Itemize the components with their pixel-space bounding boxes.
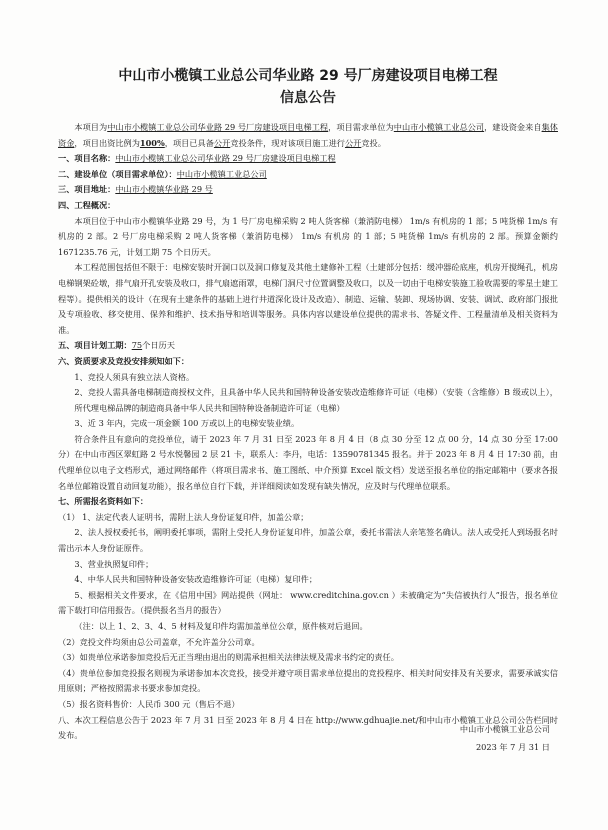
section-4-overview: 本项目位于中山市小榄镇华业路 29 号，为 1 号厂房电梯采购 2 吨人货客梯（兼消防电梯） 1m/s 有机房的 1 部；5 吨货梯 1m/s 有机房的 2 部。2 号厂房电梯采购 2 吨人货客梯（兼消防电梯） 1m/s 有机房 的 1 部；5 吨货梯 1m/s 有机房的 2 部。预算金额约 1671235.76 元，计划工期 75 个日历天。 bbox=[58, 215, 558, 257]
materials-item-3: 3、营业执照复印件； bbox=[74, 558, 154, 569]
section-1: 一、项目名称：中山市小榄镇工业总公司华业路 29 号厂房建设项目电梯工程 bbox=[58, 153, 336, 164]
qualification-item: 1、竞投人须具有独立法人资格。 bbox=[74, 371, 195, 382]
intro-paragraph: 本项目为中山市小榄镇工业总公司华业路 29 号厂房建设项目电梯工程，项目需求单位为中山市小榄镇工业总公司，建设资金来自集体资金，项目出资比例为100%，项目已具备公开竞投条件，现对该项目施工进行公开竞投。 bbox=[58, 122, 558, 148]
section-7-heading: 七、所需报名资料如下： bbox=[58, 496, 149, 507]
materials-rule-5: （5）报名资料售价：人民币 300 元（售后不退） bbox=[58, 698, 240, 709]
section-3: 三、项目地址：中山市小榄镇华业路 29 号 bbox=[58, 184, 213, 195]
section-2: 二、建设单位（项目需求单位）：中山市小榄镇工业总公司 bbox=[58, 168, 267, 179]
doc-title-line2: 信息公告 bbox=[280, 90, 336, 106]
materials-rule-3: （3）如贵单位承诺参加竞投后无正当理由退出的则需承担相关法律法规及需求书约定的责任。 bbox=[58, 652, 399, 663]
materials-rule-4: （4）贵单位参加竞投报名则视为承诺参加本次竞投，接受并遵守项目需求单位提出的竞投程序、相关时间安排及有关要求，需要承诚实信用原则；严格按照需求书要求参加竞投。 bbox=[58, 667, 558, 694]
registration-paragraph: 符合条件且有意向的竞投单位，请于 2023 年 7 月 31 日至 2023 年 8 月 4 日（8 点 30 分至 12 点 00 分，14 点 30 分至 17:00 分）在中山市西区翠虹路 2 号水悦馨园 2 层 21 卡，联系人：李丹，电话：13590781345 报名。并于 2023 年 8 月 4 日 17:30 前，由代理单位以电子文档形式，通过网络邮件（将项目需求书、施工图纸、中介预算 Excel 版文档）发送至报名单位的指定邮箱中（要求各报名单位邮箱设置自动回复功能），报名单位自行下载，并详细阅读如发现有缺失情况，应及时与代理单位联系。 bbox=[58, 433, 558, 491]
qualification-item: 3、近 3 年内，完成一项金额 100 万或以上的电梯安装业绩。 bbox=[74, 418, 300, 429]
materials-item-5: 5、根据相关文件要求，在《信用中国》网站提供（网址： www.creditchina.gov.cn ）未被确定为“失信被执行人”报告，报名单位需下载打印信用报告。（提供报名当月的报告） bbox=[58, 589, 558, 616]
materials-rule-2: （2）竞投文件均须由总公司盖章，不允许盖分公司章。 bbox=[58, 636, 260, 647]
section-6-heading: 六、资质要求及竞投安排须知如下： bbox=[58, 355, 190, 366]
materials-item-4: 4、中华人民共和国特种设备安装改造维修许可证（电梯）复印件； bbox=[74, 574, 318, 585]
signature-org: 中山市小榄镇工业总公司 bbox=[459, 724, 550, 734]
signature-date: 2023 年 7 月 31 日 bbox=[475, 742, 550, 752]
section-4-heading: 四、工程概况： bbox=[58, 199, 116, 210]
doc-title-line1: 中山市小榄镇工业总公司华业路 29 号厂房建设项目电梯工程 bbox=[118, 68, 498, 84]
section-8: 八、本次工程信息公告于 2023 年 7 月 31 日至 2023 年 8 月 4 日在 http://www.gdhuajie.net/和中山市小榄镇工业总公司公告栏同时发布。 bbox=[58, 714, 558, 741]
section-4-scope: 本工程范围包括但不限于：电梯安装时开洞口以及洞口修复及其他土建修补工程（土建部分包括：缓冲器砼底座，机房开搅绳孔，机房电梯钢架砼墩，排气扇开孔安装及收口，排气扇遮雨罩，电梯门洞尺寸位置调整及收口，以及一切由于电梯安装施工验收需要的零星土建工程等）。提供相关的设计（在现有土建条件的基础上进行井道深化设计及改造）、制造、运输、装卸、现场协调、安装、调试、政府部门报批及专项验收、移交使用、保养和维护、技术指导和培训等服务。具体内容以建设单位提供的需求书、答疑文件、工程量清单及相关资料为准。 bbox=[58, 262, 558, 335]
materials-note: （注：以上 1、2、3、4、5 材料及复印件均需加盖单位公章，原件核对后退回。 bbox=[74, 621, 368, 631]
qualification-item: 2、竞投人需具备电梯制造商授权文件，且具备中华人民共和国特种设备安装改造维修许可证（电梯）（安装（含维修）B 级或以上），所代理电梯品牌的制造商具备中华人民共和国特种设备制造许可证（电梯） bbox=[74, 387, 558, 413]
materials-item-2: 2、法人授权委托书，阐明委托事项，需附上受托人身份证复印件，加盖公章，委托书需法人亲笔签名确认。法人或受托人到场报名时需出示本人身份证原件。 bbox=[58, 527, 558, 554]
materials-item-1: （1） 1、法定代表人证明书，需附上法人身份证复印件，加盖公章； bbox=[58, 511, 309, 522]
section-5: 五、项目计划工期：75个日历天 bbox=[58, 340, 175, 351]
